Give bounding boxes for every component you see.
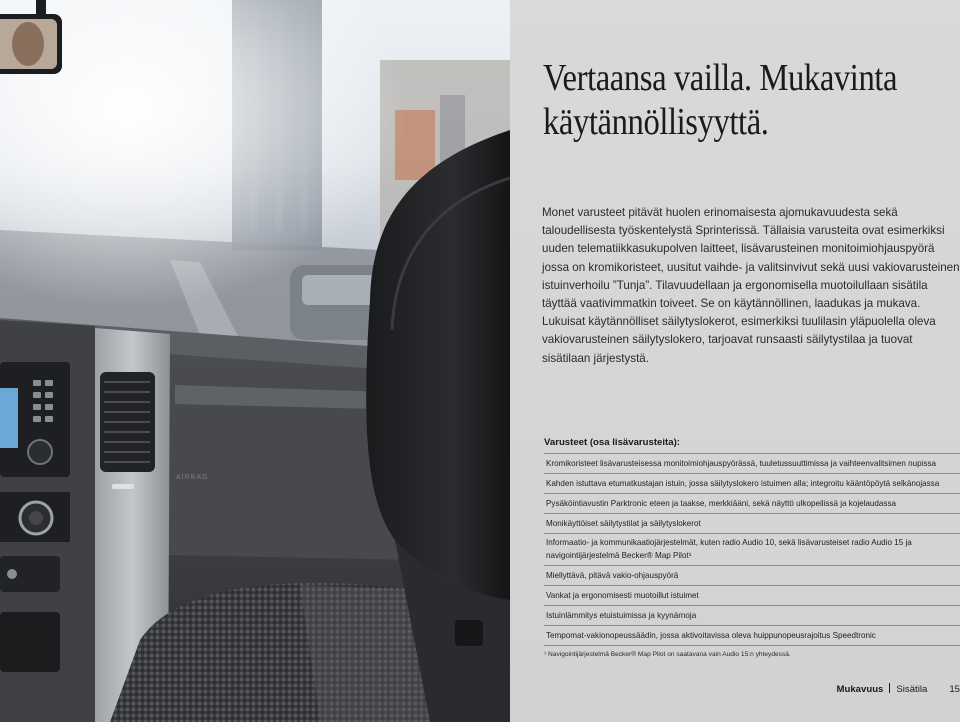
feature-item: Miellyttävä, pitävä vakio-ohjauspyörä <box>544 566 960 586</box>
headline-line-1: Vertaansa vailla. Mukavinta <box>543 57 898 99</box>
footer-section: Mukavuus <box>836 684 884 695</box>
footer-subsection: Sisätila <box>896 684 928 695</box>
feature-item: Monikäyttöiset säilytystilat ja säilytyslokerot <box>544 514 960 534</box>
intro-paragraph: Monet varusteet pitävät huolen erinomaisesta ajomukavuudesta sekä taloudellisesta työskentelystä Sprinterissä. Tällaisia varusteita ovat esimerkiksi uuden telematiikkasukupolven laitteet, lisävarusteinen monitoimiohjauspyörä jossa on kromikoristeet, uusitut vaihde- ja valitsinvivut sekä uusi vakiovarusteinen istuinverhoilu ”Tunja”. Tilavuudellaan ja ergonomisella muotoilullaan sisätila täyttää vaativimmatkin toiveet. Se on käytännöllinen, laadukas ja mukava. Lukuisat käytännölliset säilytyslokerot, esimerkiksi tuulilasin yläpuolella oleva vakiovarusteinen säilytyslokero, tarjoavat runsaasti säilytystilaa ja tuovat sisätilaan järjestystä. <box>542 206 960 365</box>
feature-item: Pysäköintiavustin Parktronic eteen ja taakse, merkkiääni, sekä näyttö ulkopeilissä ja kojelaudassa <box>544 494 960 514</box>
airbag-label: AIRBAG <box>176 474 209 481</box>
footer-divider <box>889 683 890 693</box>
feature-item: Istuinlämmitys etuistuimissa ja kyynärnoja <box>544 606 960 626</box>
text-column <box>510 0 960 722</box>
page-footer <box>836 683 960 695</box>
feature-item: Vankat ja ergonomisesti muotoillut istuimet <box>544 586 960 606</box>
feature-item: Tempomat-vakionopeussäädin, jossa aktivoitavissa oleva huippunopeusrajoitus Speedtronic <box>544 626 960 646</box>
features-list <box>544 453 960 646</box>
page-number: 15 <box>949 684 960 695</box>
footnote: ¹ Navigointijärjestelmä Becker® Map Pilot on saatavana vain Audio 15:n yhteydessä. <box>544 651 791 658</box>
page-headline <box>543 56 902 144</box>
feature-item: Informaatio- ja kommunikaatiojärjestelmät, kuten radio Audio 10, sekä lisävarusteiset radio Audio 15 ja navigointijärjestelmä Becker® Map Pilot¹ <box>544 534 960 566</box>
features-title: Varusteet (osa lisävarusteita): <box>544 437 680 448</box>
feature-item: Kromikoristeet lisävarusteisessa monitoimiohjauspyörässä, tuuletussuuttimissa ja vaihteenvalitsimen nupissa <box>544 454 960 474</box>
feature-item: Kahden istuttava etumatkustajan istuin, jossa säilytyslokero istuimen alla; integroitu kääntöpöytä selkänojassa <box>544 474 960 494</box>
headline-line-2: käytännöllisyyttä. <box>543 101 769 143</box>
